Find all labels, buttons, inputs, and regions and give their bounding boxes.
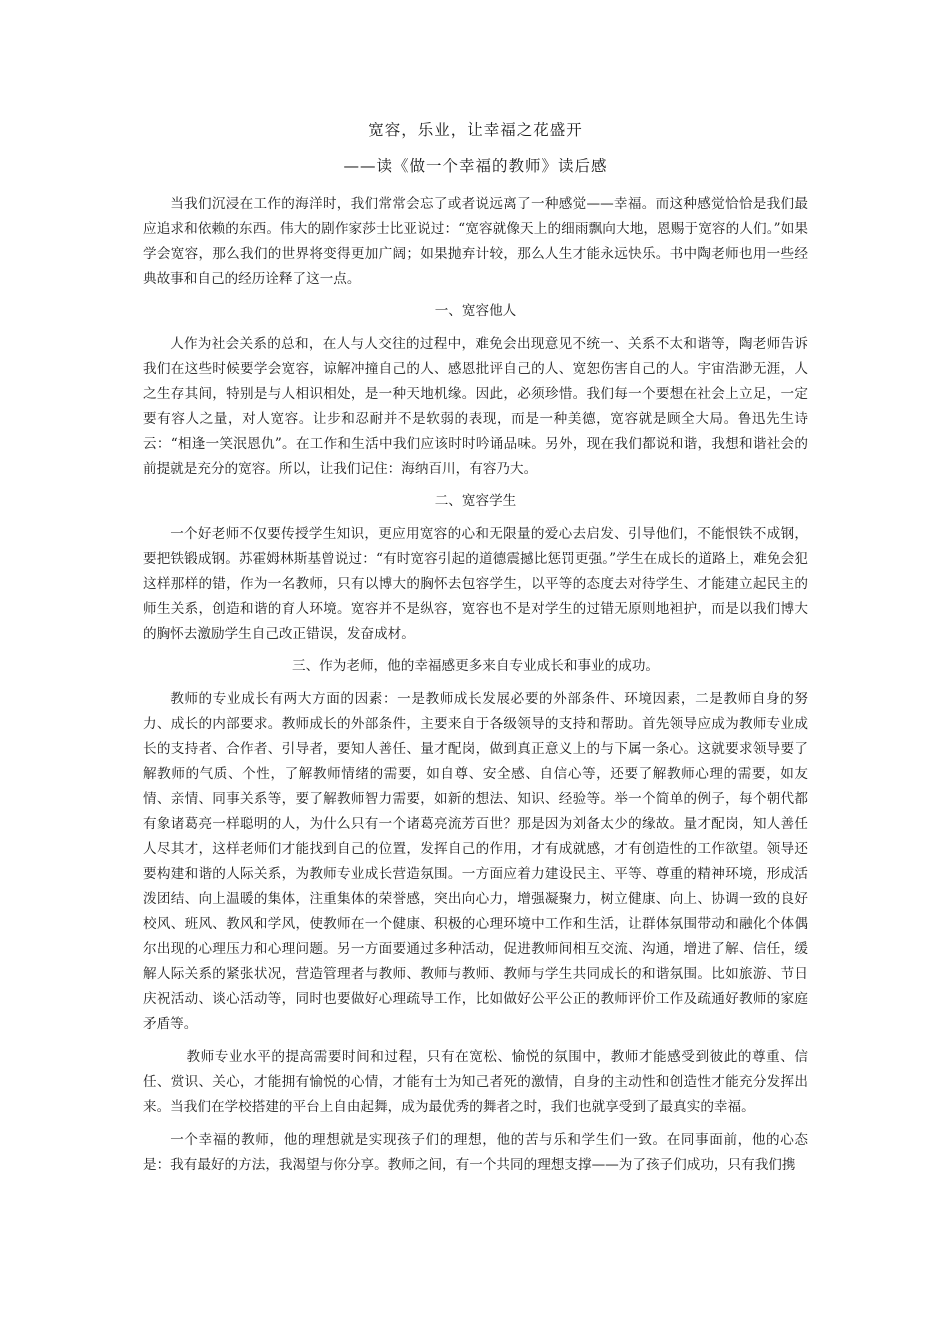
section-2-paragraph-1: 一个好老师不仅要传授学生知识，更应用宽容的心和无限量的爱心去启发、引导他们，不能恨铁不成钢，要把铁锻成钢。苏霍姆林斯基曾说过：“有时宽容引起的道德震撼比惩罚更强。”学生在成长的道路上，难免会犯这样那样的错，作为一名教师，只有以博大的胸怀去包容学生，以平等的态度去对待学生、才能建立起民主的师生关系，创造和谐的育人环境。宽容并不是纵容，宽容也不是对学生的过错无原则地袒护，而是以我们博大的胸怀去激励学生自己改正错误，发奋成材。 [143,526,808,642]
document-subtitle: ——读《做一个幸福的教师》读后感 [343,157,608,175]
section-3-paragraph-1: 教师的专业成长有两大方面的因素：一是教师成长发展必要的外部条件、环境因素，二是教师自身的努力、成长的内部要求。教师成长的外部条件，主要来自于各级领导的支持和帮助。首先领导应成为教师专业成长的支持者、合作者、引导者，要知人善任、量才配岗，做到真正意义上的与下属一条心。这就要求领导要了解教师的气质、个性，了解教师情绪的需要，如自尊、安全感、自信心等，还要了解教师心理的需要，如友情、亲情、同事关系等，要了解教师智力需要，如新的想法、知识、经验等。举一个简单的例子，每个朝代都有象诸葛亮一样聪明的人，为什么只有一个诸葛亮流芳百世？那是因为刘备太少的缘故。量才配岗，知人善任人尽其才，这样老师们才能找到自己的位置，发挥自己的作用，才有成就感，才有创造性的工作欲望。领导还要构建和谐的人际关系，为教师专业成长营造氛围。一方面应着力建设民主、平等、尊重的精神环境，形成活泼团结、向上温暖的集体，注重集体的荣誉感，突出向心力，增强凝聚力，树立健康、向上、协调一致的良好校风、班风、教风和学风，使教师在一个健康、积极的心理环境中工作和生活，让群体氛围带动和融化个体偶尔出现的心理压力和心理问题。另一方面要通过多种活动，促进教师间相互交流、沟通，增进了解、信任，缓解人际关系的紧张状况，营造管理者与教师、教师与教师、教师与学生共同成长的和谐氛围。比如旅游、节日庆祝活动、谈心活动等，同时也要做好心理疏导工作，比如做好公平公正的教师评价工作及疏通好教师的家庭矛盾等。 [143,691,808,1032]
section-heading-2: 二、宽容学生 [434,493,517,509]
section-1-paragraph-1: 人作为社会关系的总和，在人与人交往的过程中，难免会出现意见不统一、关系不太和谐等，陶老师告诉我们在这些时候要学会宽容，谅解冲撞自己的人、感恩批评自己的人、宽恕伤害自己的人。宇宙浩渺无涯，人之生存其间，特别是与人相识相处，是一种天地机缘。因此，必须珍惜。我们每一个要想在社会上立足，一定要有容人之量，对人宽容。让步和忍耐并不是软弱的表现，而是一种美德，宽容就是顾全大局。鲁迅先生诗云：“相逢一笑泯恩仇”。在工作和生活中我们应该时时吟诵品味。另外，现在我们都说和谐，我想和谐社会的前提就是充分的宽容。所以，让我们记住：海纳百川，有容乃大。 [143,336,808,477]
document-title: 宽容，乐业，让幸福之花盛开 [368,121,583,139]
intro-paragraph: 当我们沉浸在工作的海洋时，我们常常会忘了或者说远离了一种感觉——幸福。而这种感觉恰恰是我们最应追求和依赖的东西。伟大的剧作家莎士比亚说过：“宽容就像天上的细雨飘向大地，恩赐于宽容的人们。”如果学会宽容，那么我们的世界将变得更加广阔；如果抛弃计较，那么人生才能永远快乐。书中陶老师也用一些经典故事和自己的经历诠释了这一点。 [143,196,808,287]
document-page [143,120,808,1186]
section-3-paragraph-3: 一个幸福的教师，他的理想就是实现孩子们的理想，他的苦与乐和学生们一致。在同事面前，他的心态是：我有最好的方法，我渴望与你分享。教师之间，有一个共同的理想支撑——为了孩子们成功，只有我们携 [143,1132,808,1173]
section-heading-3: 三、作为老师，他的幸福感更多来自专业成长和事业的成功。 [291,658,660,674]
section-heading-1: 一、宽容他人 [434,303,517,319]
section-3-paragraph-2: 教师专业水平的提高需要时间和过程，只有在宽松、愉悦的氛围中，教师才能感受到彼此的尊重、信任、赏识、关心，才能拥有愉悦的心情，才能有士为知己者死的激情，自身的主动性和创造性才能充分发挥出来。当我们在学校搭建的平台上自由起舞，成为最优秀的舞者之时，我们也就享受到了最真实的幸福。 [143,1049,808,1115]
